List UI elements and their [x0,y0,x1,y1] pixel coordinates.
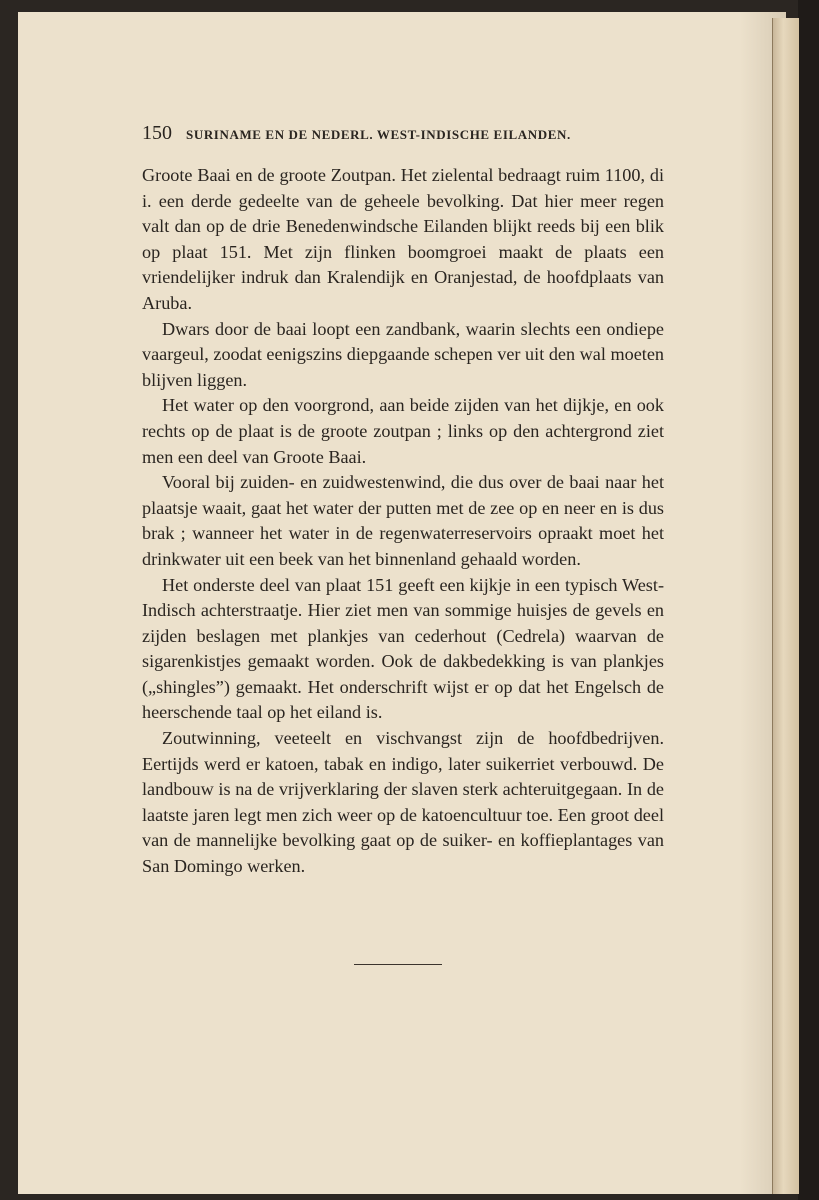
running-title: SURINAME EN DE NEDERL. WEST-INDISCHE EILANDEN. [186,127,571,142]
paragraph: Het onderste deel van plaat 151 geeft een kijkje in een typisch West-Indisch achterstraatje. Hier ziet men van sommige huisjes de gevels en zijden beslagen met plankjes van cederhout (Cedrela) waarvan de sigarenkistjes gemaakt worden. Ook de dakbedekking is van plankjes („shingles”) gemaakt. Het onderschrift wijst er op dat het Engelsch de heerschende taal op het eiland is. [142,574,664,723]
paragraph: Vooral bij zuiden- en zuidwestenwind, die dus over de baai naar het plaatsje waait, gaat het water der putten met de zee op en neer en is dus brak ; wanneer het water in de regenwaterreservoirs opraakt moet het drinkwater uit een beek van het binnenland gehaald worden. [142,472,664,569]
section-end-rule [354,964,442,965]
running-header [142,122,662,145]
dark-background-edge [798,0,819,1200]
paragraph: Dwars door de baai loopt een zandbank, waarin slechts een ondiepe vaargeul, zoodat eenigszins diepgaande schepen ver uit den wal moeten blijven liggen. [142,318,664,390]
body-text [142,163,664,880]
paragraph: Groote Baai en de groote Zoutpan. Het zielental bedraagt ruim 1100, di i. een derde gedeelte van de geheele bevolking. Dat hier meer regen valt dan op de drie Benedenwindsche Eilanden blijkt reeds bij een blik op plaat 151. Met zijn flinken boomgroei maakt de plaats een vriendelijker indruk dan Kralendijk en Oranjestad, de hoofdplaats van Aruba. [142,165,664,313]
paragraph: Het water op den voorgrond, aan beide zijden van het dijkje, en ook rechts op de plaat is de groote zoutpan ; links op den achtergrond ziet men een deel van Groote Baai. [142,395,664,467]
page-number: 150 [142,122,172,144]
paragraph: Zoutwinning, veeteelt en vischvangst zijn de hoofdbedrijven. Eertijds werd er katoen, tabak en indigo, later suikerriet verbouwd. De landbouw is na de vrijverklaring der slaven sterk achteruitgegaan. In de laatste jaren legt men zich weer op de katoencultuur toe. Een groot deel van de mannelijke bevolking gaat op de suiker- en koffieplantages van San Domingo werken. [142,728,664,877]
book-spine [772,18,799,1194]
